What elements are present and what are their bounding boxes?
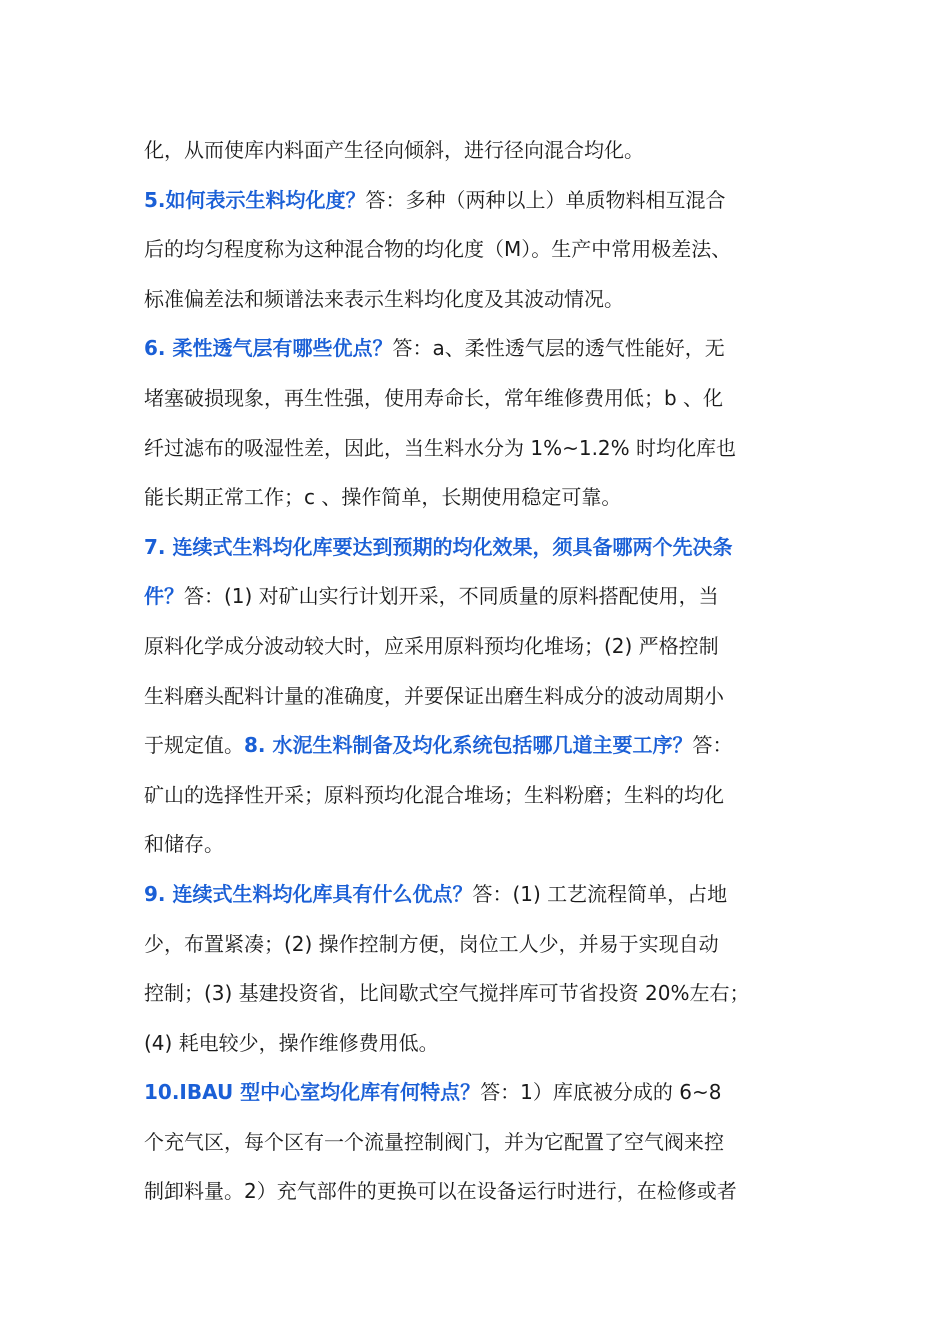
- question-heading: 5.如何表示生料均化度？: [144, 187, 366, 212]
- text-line: [144, 1118, 834, 1168]
- answer-text: (4) 耗电较少，操作维修费用低。: [144, 1030, 439, 1055]
- text-line: [144, 870, 834, 920]
- text-line: [144, 622, 834, 672]
- question-heading: 10.IBAU 型中心室均化库有何特点？: [144, 1080, 481, 1105]
- answer-text: 标准偏差法和频谱法来表示生料均化度及其波动情况。: [144, 286, 624, 311]
- text-line: [144, 225, 834, 275]
- answer-text: 和储存。: [144, 832, 224, 857]
- answer-text: 矿山的选择性开采；原料预均化混合堆场；生料粉磨；生料的均化: [144, 782, 724, 807]
- text-line: [144, 820, 834, 870]
- text-line: [144, 324, 834, 374]
- text-line: [144, 523, 834, 573]
- text-line: [144, 424, 834, 474]
- answer-text: 少，布置紧凑；(2) 操作控制方便，岗位工人少，并易于实现自动: [144, 931, 719, 956]
- answer-text-prefix: 于规定值。: [144, 733, 244, 758]
- text-line: [144, 920, 834, 970]
- text-line: [144, 1167, 834, 1217]
- answer-text: 答：多种（两种以上）单质物料相互混合: [365, 187, 726, 212]
- answer-text: 化，从而使库内料面产生径向倾斜，进行径向混合均化。: [144, 138, 644, 162]
- answer-text: 答：(1) 工艺流程简单，占地: [472, 881, 728, 906]
- answer-text: 生料磨头配料计量的准确度，并要保证出磨生料成分的波动周期小: [144, 683, 724, 708]
- text-line: [144, 572, 834, 622]
- text-line: [144, 672, 834, 722]
- answer-text: 能长期正常工作；c 、操作简单，长期使用稳定可靠。: [144, 485, 622, 510]
- text-line: [144, 721, 834, 771]
- question-heading: 7. 连续式生料均化库要达到预期的均化效果，须具备哪两个先决条: [144, 534, 733, 559]
- answer-text: 纤过滤布的吸湿性差，因此，当生料水分为 1%~1.2% 时均化库也: [144, 435, 737, 460]
- answer-text: 原料化学成分波动较大时，应采用原料预均化堆场；(2) 严格控制: [144, 633, 719, 658]
- answer-text: 答：1）库底被分成的 6~8: [480, 1080, 722, 1105]
- text-line: [144, 176, 834, 226]
- text-line: [144, 374, 834, 424]
- answer-text: 后的均匀程度称为这种混合物的均化度（M）。生产中常用极差法、: [144, 237, 732, 262]
- answer-text: 答：: [692, 733, 733, 758]
- answer-text: 答：(1) 对矿山实行计划开采，不同质量的原料搭配使用，当: [184, 584, 719, 609]
- answer-text: 答：a、柔性透气层的透气性能好，无: [392, 336, 725, 361]
- text-line: [144, 1068, 834, 1118]
- question-heading: 6. 柔性透气层有哪些优点？: [144, 336, 393, 361]
- answer-text: 制卸料量。2）充气部件的更换可以在设备运行时进行，在检修或者: [144, 1179, 737, 1204]
- question-heading: 件？: [144, 584, 184, 609]
- answer-text: 控制；(3) 基建投资省，比间歇式空气搅拌库可节省投资 20%左右；: [144, 981, 750, 1006]
- text-line: [144, 771, 834, 821]
- text-line: [144, 473, 834, 523]
- answer-text: 堵塞破损现象，再生性强，使用寿命长，常年维修费用低；b 、化: [144, 385, 724, 410]
- text-line: [144, 126, 834, 176]
- text-line: [144, 969, 834, 1019]
- text-line: [144, 275, 834, 325]
- question-heading: 9. 连续式生料均化库具有什么优点？: [144, 881, 473, 906]
- document-body: [144, 126, 834, 1217]
- question-heading: 8. 水泥生料制备及均化系统包括哪几道主要工序？: [244, 733, 693, 758]
- text-line: [144, 1019, 834, 1069]
- answer-text: 个充气区，每个区有一个流量控制阀门，并为它配置了空气阀来控: [144, 1129, 724, 1154]
